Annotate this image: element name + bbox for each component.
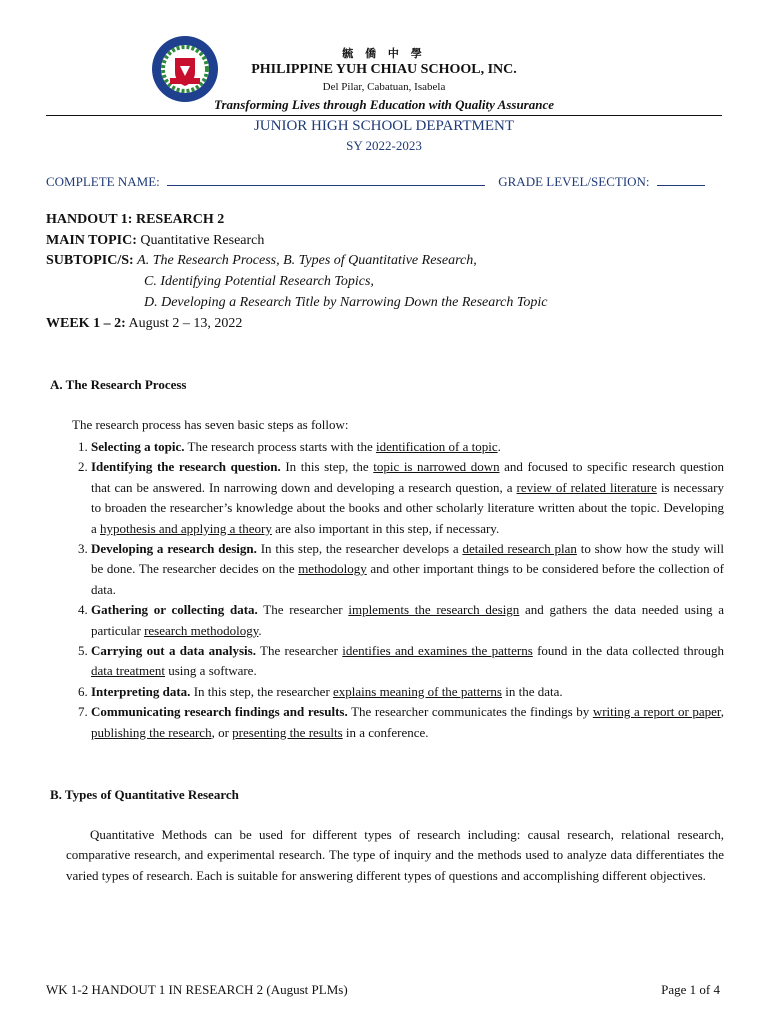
week-label: WEEK 1 – 2: — [46, 316, 126, 331]
section-b-paragraph: Quantitative Methods can be used for different types of research including: causal research, relational research, comparative research, and experimental research. The type of inquiry and the methods used to analyze data differentiates the varied types of research. Each is suitable for answering different types of questions and accomplishing different objectives. — [66, 827, 724, 883]
research-steps-list — [46, 437, 724, 743]
header-divider — [46, 115, 722, 116]
section-a-intro: The research process has seven basic steps as follow: — [72, 417, 349, 432]
grade-level-blank[interactable] — [657, 173, 705, 186]
list-item: 5. Carrying out a data analysis. The researcher identifies and examines the patterns found in the data collected through data treatment using a software. — [91, 641, 724, 682]
list-item: 1. Selecting a topic. The research process starts with the identification of a topic. — [91, 437, 724, 457]
school-year: SY 2022-2023 — [346, 138, 422, 153]
main-topic-line — [46, 233, 264, 249]
subtopic-line — [46, 253, 477, 269]
school-motto: Transforming Lives through Education with Quality Assurance — [214, 97, 554, 112]
subtopic-line-3: D. Developing a Research Title by Narrowing Down the Research Topic — [144, 295, 548, 310]
grade-level-label: GRADE LEVEL/SECTION: — [498, 174, 650, 189]
section-b-title: B. Types of Quantitative Research — [50, 787, 239, 802]
list-item: 4. Gathering or collecting data. The researcher implements the research design and gathers the data needed using a particular research methodology. — [91, 600, 724, 641]
list-item: 2. Identifying the research question. In this step, the topic is narrowed down and focused to specific research question that can be answered. In narrowing down and developing a research question, a review of related literature is necessary to broaden the researcher’s knowledge about the books and other scholarly literature written about the topic. Developing a hypothesis and applying a theory are also important in this step, if necessary. — [91, 457, 724, 539]
complete-name-blank[interactable] — [167, 173, 485, 186]
footer-page-number: Page 1 of 4 — [661, 982, 720, 997]
footer-handout-label: WK 1-2 HANDOUT 1 IN RESEARCH 2 (August PLMs) — [46, 982, 348, 997]
subtopic-label: SUBTOPIC/S: — [46, 253, 134, 268]
department-title: JUNIOR HIGH SCHOOL DEPARTMENT — [253, 118, 515, 134]
subtopic-line-1: A. The Research Process, B. Types of Quantitative Research, — [137, 253, 477, 268]
main-topic-value: Quantitative Research — [140, 233, 265, 248]
handout-title: HANDOUT 1: RESEARCH 2 — [46, 212, 225, 227]
list-item: 6. Interpreting data. In this step, the researcher explains meaning of the patterns in the data. — [91, 682, 724, 702]
name-grade-row — [46, 173, 726, 190]
week-line — [46, 316, 242, 332]
school-chinese-name: 毓 僑 中 學 — [342, 47, 426, 60]
list-item: 7. Communicating research findings and results. The researcher communicates the findings by writing a report or paper, publishing the research, or presenting the results in a conference. — [91, 702, 724, 743]
main-topic-label: MAIN TOPIC: — [46, 233, 137, 248]
subtopic-line-2: C. Identifying Potential Research Topics, — [144, 274, 374, 289]
school-name: PHILIPPINE YUH CHIAU SCHOOL, INC. — [251, 62, 517, 77]
complete-name-label: COMPLETE NAME: — [46, 174, 160, 189]
week-dates: August 2 – 13, 2022 — [128, 316, 243, 331]
list-item: 3. Developing a research design. In this step, the researcher develops a detailed research plan to show how the study will be done. The researcher decides on the methodology and other important things to be considered before the collection of data. — [91, 539, 724, 600]
school-address: Del Pilar, Cabatuan, Isabela — [322, 81, 446, 93]
section-a-title: A. The Research Process — [50, 377, 187, 392]
